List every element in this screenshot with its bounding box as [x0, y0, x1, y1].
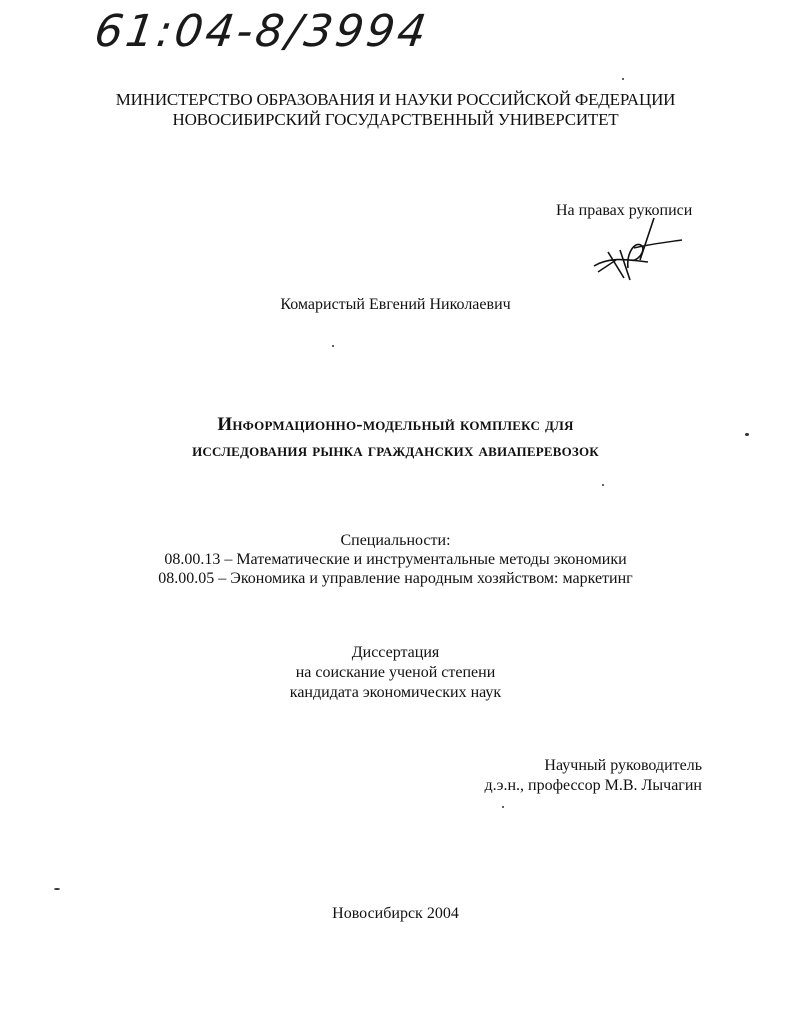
specialty-item: 08.00.13 – Математические и инструментальные методы экономики	[164, 551, 627, 568]
supervisor-block	[470, 756, 702, 796]
dissertation-label: Диссертация	[351, 644, 440, 661]
scan-speck	[502, 806, 504, 808]
scan-speck	[745, 433, 749, 436]
degree-type: кандидата экономических наук	[289, 684, 502, 701]
specialty-item: 08.00.05 – Экономика и управление народным хозяйством: маркетинг	[158, 570, 633, 587]
manuscript-note: На правах рукописи	[556, 202, 693, 219]
specialties-label: Специальности:	[340, 532, 451, 549]
archive-code: 61:04-8/3994	[91, 6, 433, 57]
supervisor-label: Научный руководитель	[544, 757, 702, 774]
scan-speck	[622, 78, 624, 80]
degree-line: на соискание ученой степени	[295, 664, 496, 681]
scan-speck	[602, 484, 604, 486]
scan-speck	[54, 888, 60, 890]
signature-icon	[590, 216, 690, 286]
title-line-2: исследования рынка гражданских авиаперевозок	[192, 440, 599, 461]
specialties-block	[0, 531, 791, 588]
dissertation-title	[0, 412, 791, 464]
supervisor-name: д.э.н., профессор М.В. Лычагин	[484, 777, 702, 794]
author-name: Комаристый Евгений Николаевич	[280, 296, 511, 313]
dissertation-block	[0, 643, 791, 703]
city-year: Новосибирск 2004	[332, 905, 459, 922]
title-line-1: Информационно-модельный комплекс для	[217, 414, 574, 435]
university-name: НОВОСИБИРСКИЙ ГОСУДАРСТВЕННЫЙ УНИВЕРСИТЕТ	[172, 110, 619, 129]
ministry-name: МИНИСТЕРСТВО ОБРАЗОВАНИЯ И НАУКИ РОССИЙСКОЙ ФЕДЕРАЦИИ	[115, 90, 676, 109]
header-block	[0, 90, 791, 130]
scan-speck	[332, 345, 334, 347]
